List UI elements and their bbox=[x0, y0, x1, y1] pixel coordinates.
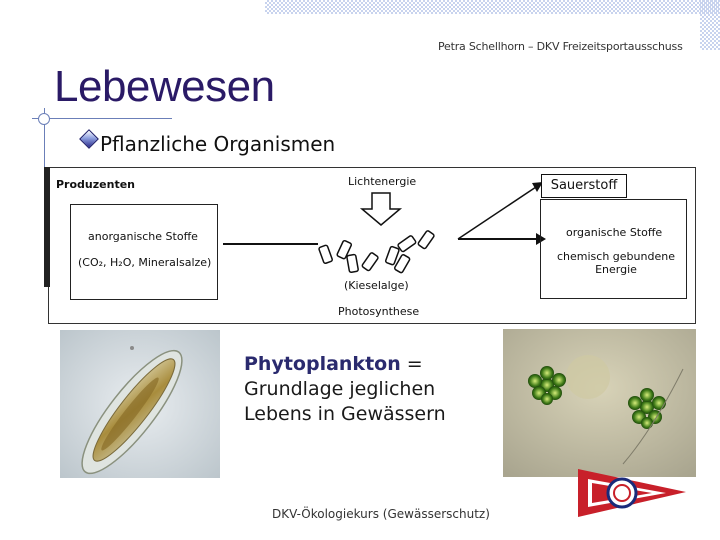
phytoplankton-line3: Lebens in Gewässern bbox=[244, 403, 446, 425]
phytoplankton-equals: = bbox=[400, 353, 423, 375]
organic-detail: chemisch gebundene Energie bbox=[557, 250, 675, 276]
phytoplankton-line2: Grundlage jeglichen bbox=[244, 378, 436, 400]
title-underline bbox=[32, 118, 172, 119]
label-producers: Produzenten bbox=[56, 178, 135, 191]
diatom-micrograph-image bbox=[60, 330, 220, 478]
diamond-bullet-icon bbox=[79, 129, 99, 149]
inorganic-detail: (CO₂, H₂O, Mineralsalze) bbox=[78, 256, 212, 269]
bullet-text: Pflanzliche Organismen bbox=[100, 132, 336, 156]
phytoplankton-term: Phytoplankton bbox=[244, 353, 401, 375]
photosynthesis-label: Photosynthese bbox=[338, 305, 420, 318]
author-line: Petra Schellhorn – DKV Freizeitsportausschuss bbox=[438, 40, 683, 53]
output-arrow-icon bbox=[458, 233, 546, 245]
light-arrow-icon bbox=[362, 193, 400, 225]
oxygen-label: Sauerstoff bbox=[541, 174, 627, 198]
inorganic-box bbox=[70, 204, 218, 300]
corner-decoration-vertical bbox=[700, 0, 720, 50]
footer-text: DKV-Ökologiekurs (Gewässerschutz) bbox=[272, 507, 490, 521]
inorganic-label: anorganische Stoffe bbox=[88, 230, 198, 243]
diatom-label: (Kieselalge) bbox=[344, 279, 409, 292]
dkv-logo-icon bbox=[578, 465, 696, 523]
slide-title: Lebewesen bbox=[54, 62, 275, 111]
label-light-energy: Lichtenergie bbox=[348, 175, 417, 188]
corner-decoration bbox=[265, 0, 720, 14]
phytoplankton-text bbox=[244, 352, 446, 427]
oxygen-arrow-icon bbox=[458, 182, 543, 239]
diatom-cells-icon bbox=[319, 230, 435, 273]
organic-label: organische Stoffe bbox=[566, 226, 663, 239]
organic-box bbox=[540, 199, 687, 299]
green-algae-micrograph-image bbox=[503, 329, 696, 477]
title-circle-ornament bbox=[38, 113, 50, 125]
